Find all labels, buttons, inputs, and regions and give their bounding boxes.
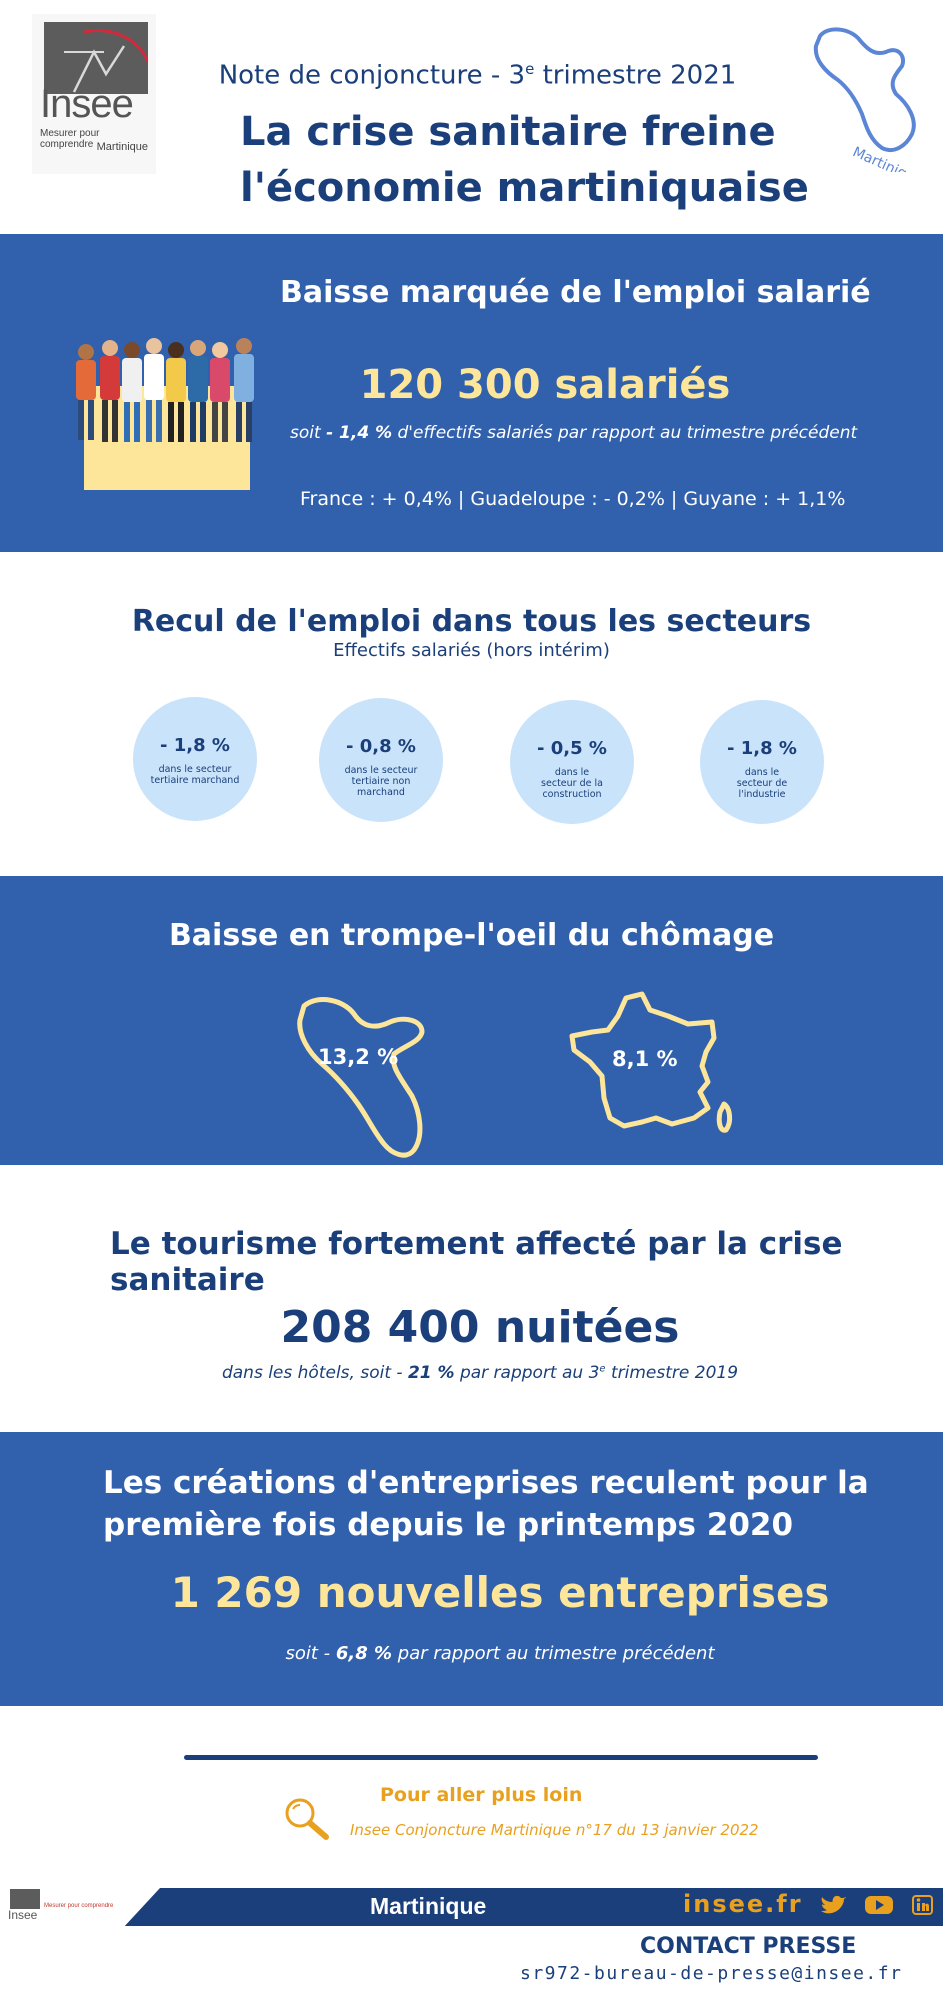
employment-title: Baisse marquée de l'emploi salarié	[280, 275, 871, 310]
companies-title: Les créations d'entreprises reculent pour la première fois depuis le printemps 2020	[103, 1465, 869, 1543]
twitter-icon[interactable]	[820, 1894, 848, 1916]
sectors-title: Recul de l'emploi dans tous les secteurs	[131, 604, 812, 639]
companies-change: soit - 6,8 % par rapport au trimestre précédent	[285, 1643, 715, 1664]
publication-link[interactable]: Insee Conjoncture Martinique n°17 du 13 janvier 2022	[350, 1821, 759, 1839]
sectors-subtitle: Effectifs salariés (hors intérim)	[333, 640, 610, 661]
sector-label: dans le secteur de la construction	[541, 767, 603, 800]
sector-circle-construction	[510, 700, 634, 824]
sector-circle-tertiaire-non-marchand	[319, 698, 443, 822]
press-contact-title: CONTACT PRESSE	[640, 1934, 857, 1959]
footer-region: Martinique	[370, 1893, 487, 1919]
logo-wordmark: Insee	[40, 82, 133, 126]
martinique-map-icon	[808, 22, 930, 172]
page-title: La crise sanitaire freine l'économie martiniquaise	[240, 109, 809, 211]
map-label: Martinique	[850, 144, 926, 172]
employment-value: 120 300 salariés	[359, 362, 731, 408]
companies-value: 1 269 nouvelles entreprises	[170, 1568, 830, 1617]
sector-circle-industrie	[700, 700, 824, 824]
tourism-title: Le tourisme fortement affecté par la crise sanitaire	[110, 1226, 843, 1298]
tourism-change: dans les hôtels, soit - 21 % par rapport au 3e trimestre 2019	[221, 1363, 739, 1383]
further-title: Pour aller plus loin	[380, 1784, 583, 1806]
sector-value: - 0,8 %	[346, 736, 416, 757]
magnifier-icon	[282, 1796, 332, 1842]
tourism-value: 208 400 nuitées	[280, 1302, 680, 1353]
footer-logo-word: Insee	[8, 1908, 38, 1922]
employment-change: soit - 1,4 % d'effectifs salariés par rapport au trimestre précédent	[290, 423, 858, 443]
footer-logo-mark	[10, 1889, 40, 1909]
insee-site-link[interactable]: insee.fr	[683, 1890, 803, 1918]
press-contact-email[interactable]: sr972-bureau-de-presse@insee.fr	[520, 1963, 903, 1984]
martinique-outline-icon	[294, 992, 444, 1162]
sector-label: dans le secteur tertiaire non marchand	[344, 765, 418, 798]
sector-circle-tertiaire-marchand	[133, 697, 257, 821]
linkedin-icon[interactable]	[912, 1895, 934, 1915]
note-subtitle: Note de conjoncture - 3e trimestre 2021	[218, 60, 737, 91]
martinique-unemployment-rate: 13,2 %	[318, 1045, 399, 1069]
sector-label: dans le secteur tertiaire marchand	[150, 764, 240, 786]
youtube-icon[interactable]	[864, 1894, 894, 1916]
sector-value: - 1,8 %	[727, 738, 797, 759]
unemployment-title: Baisse en trompe-l'oeil du chômage	[168, 918, 775, 953]
france-unemployment-rate: 8,1 %	[612, 1047, 678, 1071]
section-divider	[184, 1755, 818, 1760]
logo-tagline: Mesurer pour comprendre	[40, 128, 100, 150]
workers-illustration	[66, 330, 272, 452]
logo-region: Martinique	[96, 141, 148, 153]
sector-value: - 1,8 %	[160, 735, 230, 756]
employment-comparison: France : + 0,4% | Guadeloupe : - 0,2% | Guyane : + 1,1%	[300, 488, 846, 510]
footer-logo-tagline: Mesurer pour comprendre	[44, 1903, 114, 1909]
sector-label: dans le secteur de l'industrie	[736, 767, 788, 800]
sector-value: - 0,5 %	[537, 738, 607, 759]
